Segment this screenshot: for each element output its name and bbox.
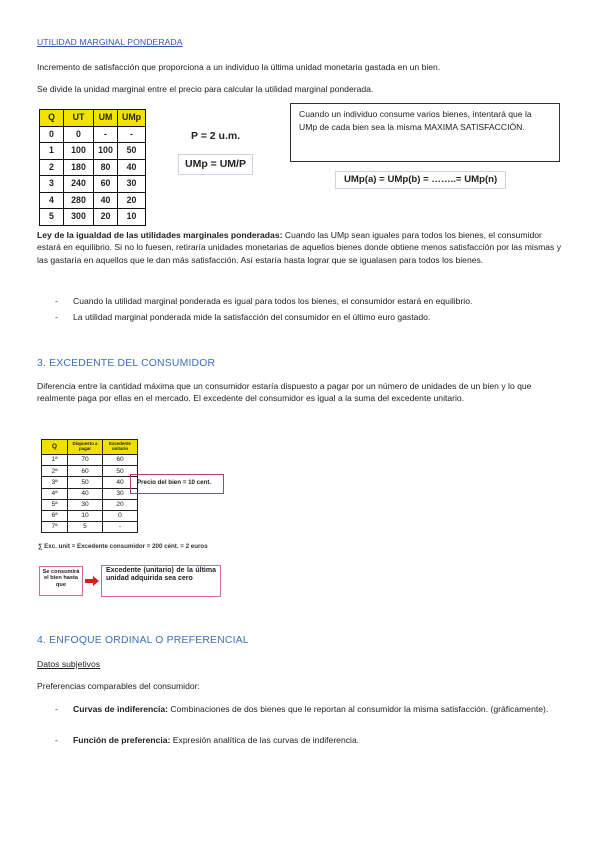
table-cell: 0 xyxy=(64,126,94,143)
term-curvas-def: Combinaciones de dos bienes que le reportan al consumidor la misma satisfacción. (gráficamente). xyxy=(168,704,549,714)
term-funcion: Función de preferencia: xyxy=(73,735,171,745)
table-cell: - xyxy=(103,522,138,533)
excedente-table-body xyxy=(42,455,138,533)
list-item-text xyxy=(73,734,565,746)
table-cell: 100 xyxy=(94,143,118,160)
table-cell: 40 xyxy=(94,192,118,209)
dash-bullet-icon: - xyxy=(55,735,58,745)
section-title-utilidad: UTILIDAD MARGINAL PONDERADA xyxy=(37,37,183,47)
list-item xyxy=(55,295,565,307)
paragraph-preferencias: Preferencias comparables del consumidor: xyxy=(37,681,200,691)
table-row xyxy=(40,159,146,176)
section-title-enfoque: 4. ENFOQUE ORDINAL O PREFERENCIAL xyxy=(37,635,249,646)
table-row xyxy=(42,488,138,499)
table-cell: 1 xyxy=(40,143,64,160)
table-cell: 10 xyxy=(118,209,146,226)
table-cell: 240 xyxy=(64,176,94,193)
ump-table xyxy=(39,109,146,226)
table-row xyxy=(42,522,138,533)
list-item-text: La utilidad marginal ponderada mide la satisfacción del consumidor en el último euro gastado. xyxy=(73,312,431,322)
table-cell: 60 xyxy=(103,455,138,466)
ump-equality-equation: UMp(a) = UMp(b) = ……..= UMp(n) xyxy=(335,171,506,189)
consume-until-box: Se consumirá el bien hasta que xyxy=(39,566,83,596)
paragraph-ley-igualdad xyxy=(37,229,563,266)
table-cell: - xyxy=(94,126,118,143)
table-cell: 3ª xyxy=(42,477,68,488)
table-cell: 5 xyxy=(68,522,103,533)
table-cell: 20 xyxy=(94,209,118,226)
table-cell: 0 xyxy=(40,126,64,143)
ump-header: UT xyxy=(64,110,94,127)
ump-formula: UMp = UM/P xyxy=(178,154,253,175)
table-cell: 50 xyxy=(103,466,138,477)
table-cell: 20 xyxy=(118,192,146,209)
table-cell: 4 xyxy=(40,192,64,209)
dash-bullet-icon: - xyxy=(55,312,58,322)
table-cell: 10 xyxy=(68,510,103,521)
table-cell: 300 xyxy=(64,209,94,226)
table-cell: 30 xyxy=(68,499,103,510)
paragraph-utilidad-def: Incremento de satisfacción que proporciona a un individuo la última unidad monetaria gastada en un bien. xyxy=(37,62,441,72)
table-cell: 80 xyxy=(94,159,118,176)
dash-bullet-icon: - xyxy=(55,296,58,306)
table-cell: 30 xyxy=(118,176,146,193)
excedente-table xyxy=(41,439,138,533)
exc-header: Q xyxy=(42,440,68,455)
excedente-table-wrapper xyxy=(41,439,138,533)
table-cell: 5ª xyxy=(42,499,68,510)
table-cell: 2ª xyxy=(42,466,68,477)
table-cell: 50 xyxy=(118,143,146,160)
table-cell: 20 xyxy=(103,499,138,510)
table-cell: 60 xyxy=(94,176,118,193)
table-cell: 70 xyxy=(68,455,103,466)
paragraph-excedente-def: Diferencia entre la cantidad máxima que un consumidor estaría dispuesto a pagar por un número de unidades de un bien y lo que realmente paga por ellas en el mercado. El excedente del consumidor es igual a la suma del excedente unitario. xyxy=(37,381,532,404)
price-note-box: Precio del bien = 10 cent. xyxy=(130,474,224,494)
list-item xyxy=(55,734,565,746)
price-label: P = 2 u.m. xyxy=(191,130,241,142)
zero-surplus-box: Excedente (unitario) de la última unidad adquirida sea cero xyxy=(101,565,221,597)
table-cell: 40 xyxy=(103,477,138,488)
ump-table-body xyxy=(40,126,146,225)
table-cell: 6ª xyxy=(42,510,68,521)
table-row xyxy=(40,209,146,226)
table-row xyxy=(42,510,138,521)
table-cell: 0 xyxy=(103,510,138,521)
paragraph-utilidad-calc: Se divide la unidad marginal entre el precio para calcular la utilidad marginal ponderada. xyxy=(37,84,374,94)
table-cell: 5 xyxy=(40,209,64,226)
note-box-max-satisfaction: Cuando un individuo consume varios bienes, intentará que la UMp de cada bien sea la misma MAXIMA SATISFACCIÓN. xyxy=(290,103,560,162)
table-cell: 180 xyxy=(64,159,94,176)
list-item xyxy=(55,703,565,715)
exc-header: Excedente unitario xyxy=(103,440,138,455)
table-cell: 40 xyxy=(68,488,103,499)
dash-bullet-icon: - xyxy=(55,704,58,714)
table-cell: 2 xyxy=(40,159,64,176)
term-curvas: Curvas de indiferencia: xyxy=(73,704,169,714)
table-row xyxy=(42,455,138,466)
ump-table-wrapper xyxy=(39,109,146,226)
table-cell: 60 xyxy=(68,466,103,477)
right-arrow-icon xyxy=(85,576,99,589)
ump-header: Q xyxy=(40,110,64,127)
list-item xyxy=(55,311,565,323)
table-cell: 40 xyxy=(118,159,146,176)
table-cell: 280 xyxy=(64,192,94,209)
table-row xyxy=(42,477,138,488)
table-cell: 30 xyxy=(103,488,138,499)
table-row xyxy=(42,499,138,510)
subtitle-datos-subjetivos: Datos subjetivos xyxy=(37,659,101,669)
table-cell: 3 xyxy=(40,176,64,193)
table-cell: 4ª xyxy=(42,488,68,499)
sum-excedente-line: ∑ Exc. unit = Excedente consumidor = 200 cént. = 2 euros xyxy=(38,543,208,550)
table-row xyxy=(40,192,146,209)
table-cell: 7ª xyxy=(42,522,68,533)
term-funcion-def: Expresión analítica de las curvas de indiferencia. xyxy=(170,735,360,745)
table-row xyxy=(40,176,146,193)
list-item-text xyxy=(73,703,565,715)
ley-igualdad-label: Ley de la igualdad de las utilidades marginales ponderadas: xyxy=(37,230,283,240)
table-cell: 1ª xyxy=(42,455,68,466)
table-cell: 100 xyxy=(64,143,94,160)
section-title-excedente: 3. EXCEDENTE DEL CONSUMIDOR xyxy=(37,358,216,369)
table-row xyxy=(40,126,146,143)
ump-header: UM xyxy=(94,110,118,127)
table-row xyxy=(40,143,146,160)
ley-igualdad-text: Cuando las UMp sean iguales para todos los bienes, el consumidor estará en equilibrio. Si no lo fuesen, retiraría unidades monetarias de aquellos bienes donde obtiene menos satisfacción por las mismas y las gastaría en aquellos que le dan más satisfacción. Así estaría hasta lograr que se igualasen para todos los bienes. xyxy=(37,230,562,265)
list-item-text: Cuando la utilidad marginal ponderada es igual para todos los bienes, el consumidor estará en equilibrio. xyxy=(73,296,473,306)
exc-header: Dispuesto a pagar xyxy=(68,440,103,455)
table-row xyxy=(42,466,138,477)
table-cell: 50 xyxy=(68,477,103,488)
table-cell: - xyxy=(118,126,146,143)
ump-header: UMp xyxy=(118,110,146,127)
